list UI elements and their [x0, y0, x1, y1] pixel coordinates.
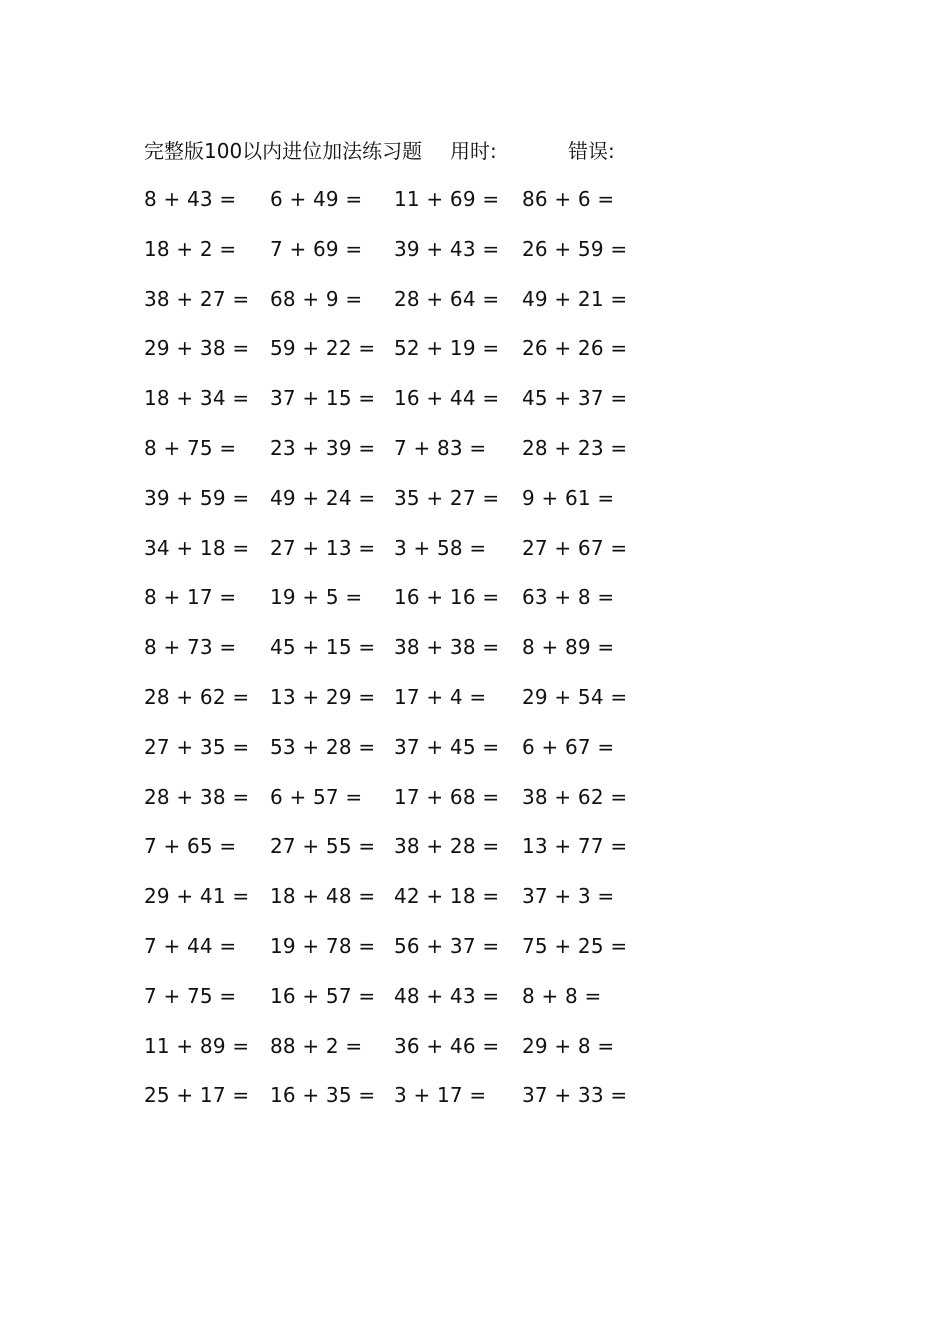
- addition-problem: 68 + 9 =: [270, 286, 363, 311]
- problem-row: [144, 234, 628, 284]
- addition-problem: 56 + 37 =: [394, 933, 500, 958]
- addition-problem: 8 + 8 =: [522, 983, 602, 1008]
- addition-problem: 19 + 78 =: [270, 933, 376, 958]
- addition-problem: 7 + 65 =: [144, 834, 237, 859]
- addition-problem: 26 + 59 =: [522, 236, 628, 261]
- addition-problem: 37 + 3 =: [522, 884, 615, 909]
- addition-problem: 8 + 75 =: [144, 435, 237, 460]
- addition-problem: 42 + 18 =: [394, 884, 500, 909]
- addition-problem: 38 + 27 =: [144, 286, 250, 311]
- problem-row: [144, 831, 628, 881]
- addition-problem: 28 + 23 =: [522, 435, 628, 460]
- addition-problem: 17 + 68 =: [394, 784, 500, 809]
- addition-problem: 45 + 37 =: [522, 386, 628, 411]
- addition-problem: 86 + 6 =: [522, 187, 615, 211]
- problem-row: [144, 383, 628, 433]
- problem-row: [144, 483, 624, 533]
- addition-problem: 63 + 8 =: [522, 585, 615, 610]
- addition-problem: 29 + 54 =: [522, 684, 628, 709]
- addition-problem: 8 + 73 =: [144, 635, 237, 660]
- addition-problem: 7 + 75 =: [144, 983, 237, 1008]
- addition-problem: 27 + 55 =: [270, 834, 376, 859]
- addition-problem: 8 + 89 =: [522, 635, 615, 660]
- worksheet-title: 完整版100以内进位加法练习题: [144, 139, 423, 163]
- addition-problem: 16 + 57 =: [270, 983, 376, 1008]
- addition-problem: 8 + 43 =: [144, 187, 237, 211]
- problem-row: [144, 732, 624, 782]
- addition-problem: 7 + 44 =: [144, 933, 237, 958]
- problem-row: [144, 981, 624, 1031]
- addition-problem: 8 + 17 =: [144, 585, 237, 610]
- addition-problem: 36 + 46 =: [394, 1033, 500, 1058]
- addition-problem: 3 + 58 =: [394, 535, 487, 560]
- addition-problem: 27 + 35 =: [144, 734, 250, 759]
- addition-problem: 17 + 4 =: [394, 684, 487, 709]
- problem-row: [144, 333, 628, 383]
- addition-problem: 29 + 38 =: [144, 336, 250, 361]
- addition-problem: 53 + 28 =: [270, 734, 376, 759]
- addition-problem: 38 + 28 =: [394, 834, 500, 859]
- error-label: 错误:: [568, 139, 615, 163]
- addition-problem: 27 + 13 =: [270, 535, 376, 560]
- addition-problem: 39 + 43 =: [394, 236, 500, 261]
- addition-problem: 25 + 17 =: [144, 1083, 250, 1108]
- addition-problem: 13 + 29 =: [270, 684, 376, 709]
- addition-problem: 19 + 5 =: [270, 585, 363, 610]
- addition-problem: 6 + 67 =: [522, 734, 615, 759]
- addition-problem: 28 + 38 =: [144, 784, 250, 809]
- addition-problem: 23 + 39 =: [270, 435, 376, 460]
- addition-problem: 34 + 18 =: [144, 535, 250, 560]
- addition-problem: 37 + 45 =: [394, 734, 500, 759]
- problem-row: [144, 533, 628, 583]
- addition-problem: 37 + 33 =: [522, 1083, 628, 1108]
- problem-row: [144, 881, 624, 931]
- addition-problem: 38 + 38 =: [394, 635, 500, 660]
- problem-row: [144, 782, 628, 832]
- addition-problem: 18 + 34 =: [144, 386, 250, 411]
- problem-row: [144, 682, 628, 732]
- addition-problem: 16 + 35 =: [270, 1083, 376, 1108]
- addition-problem: 7 + 83 =: [394, 435, 487, 460]
- time-label: 用时:: [450, 139, 497, 163]
- problem-row: [144, 433, 628, 483]
- addition-problem: 11 + 69 =: [394, 187, 500, 211]
- problem-row: [144, 632, 624, 682]
- addition-problem: 7 + 69 =: [270, 236, 363, 261]
- addition-problem: 16 + 44 =: [394, 386, 500, 411]
- addition-problem: 38 + 62 =: [522, 784, 628, 809]
- addition-problem: 18 + 2 =: [144, 236, 237, 261]
- addition-problem: 27 + 67 =: [522, 535, 628, 560]
- addition-problem: 48 + 43 =: [394, 983, 500, 1008]
- problem-row: [144, 184, 624, 234]
- problem-grid: [144, 184, 628, 1130]
- addition-problem: 75 + 25 =: [522, 933, 628, 958]
- addition-problem: 52 + 19 =: [394, 336, 500, 361]
- addition-problem: 39 + 59 =: [144, 485, 250, 510]
- addition-problem: 11 + 89 =: [144, 1033, 250, 1058]
- problem-row: [144, 284, 628, 334]
- worksheet-header: [144, 136, 664, 166]
- problem-row: [144, 1080, 628, 1130]
- addition-problem: 28 + 64 =: [394, 286, 500, 311]
- addition-problem: 3 + 17 =: [394, 1083, 487, 1108]
- addition-problem: 26 + 26 =: [522, 336, 628, 361]
- addition-problem: 6 + 57 =: [270, 784, 363, 809]
- addition-problem: 29 + 41 =: [144, 884, 250, 909]
- addition-problem: 18 + 48 =: [270, 884, 376, 909]
- problem-row: [144, 931, 628, 981]
- addition-problem: 13 + 77 =: [522, 834, 628, 859]
- addition-problem: 28 + 62 =: [144, 684, 250, 709]
- addition-problem: 59 + 22 =: [270, 336, 376, 361]
- addition-problem: 16 + 16 =: [394, 585, 500, 610]
- addition-problem: 9 + 61 =: [522, 485, 615, 510]
- addition-problem: 29 + 8 =: [522, 1033, 615, 1058]
- addition-problem: 49 + 21 =: [522, 286, 628, 311]
- problem-row: [144, 1031, 624, 1081]
- addition-problem: 88 + 2 =: [270, 1033, 363, 1058]
- addition-problem: 49 + 24 =: [270, 485, 376, 510]
- addition-problem: 37 + 15 =: [270, 386, 376, 411]
- addition-problem: 6 + 49 =: [270, 187, 363, 211]
- addition-problem: 35 + 27 =: [394, 485, 500, 510]
- addition-problem: 45 + 15 =: [270, 635, 376, 660]
- problem-row: [144, 582, 624, 632]
